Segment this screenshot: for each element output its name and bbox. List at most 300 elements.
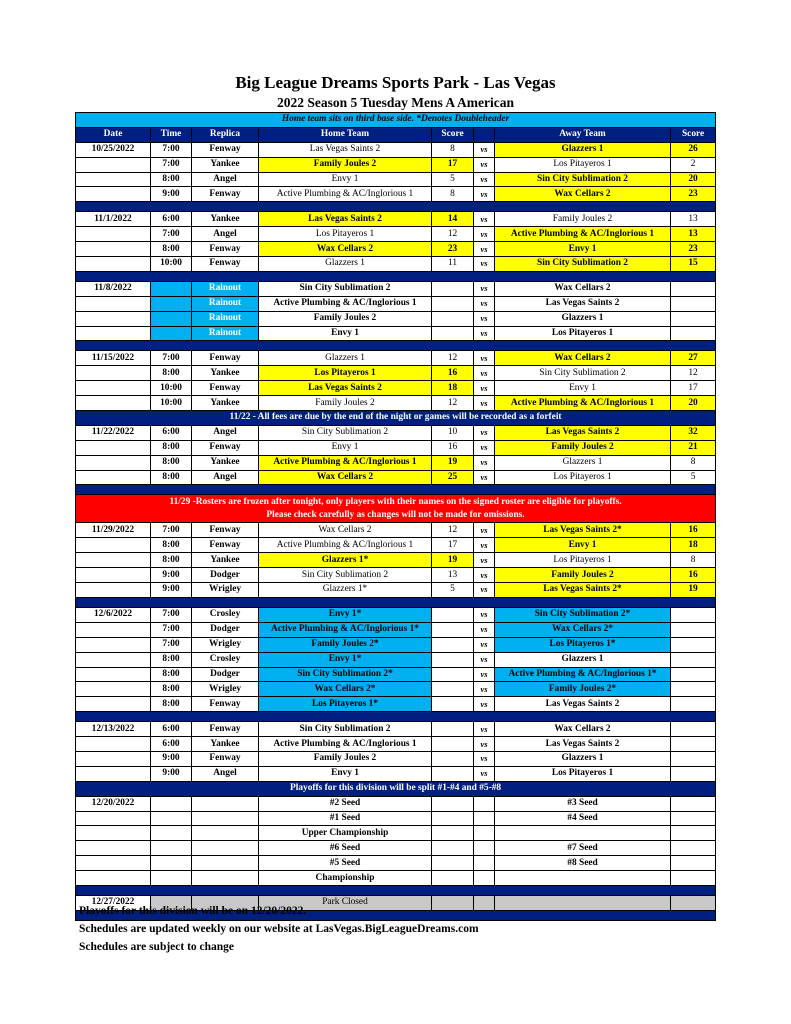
cell-date [76, 381, 151, 396]
cell-home-score [432, 607, 474, 622]
cell-date: 12/20/2022 [76, 796, 151, 811]
cell-away-score [671, 737, 716, 752]
header-time: Time [151, 127, 192, 142]
cell-replica: Dodger [192, 622, 259, 637]
cell-home-team: Sin City Sublimation 2 [259, 281, 432, 296]
cell-vs: vs [474, 242, 495, 257]
cell-home-score: 5 [432, 583, 474, 598]
cell-replica: Fenway [192, 523, 259, 538]
cell-vs: vs [474, 722, 495, 737]
cell-vs: vs [474, 281, 495, 296]
cell-away-team: Active Plumbing & AC/Inglorious 1 [495, 396, 671, 411]
cell-away-team: Sin City Sublimation 2 [495, 257, 671, 272]
cell-home-score [432, 811, 474, 826]
table-row [76, 712, 716, 722]
cell-vs: vs [474, 172, 495, 187]
cell-time: 8:00 [151, 440, 192, 455]
cell-vs: vs [474, 622, 495, 637]
table-row [76, 885, 716, 895]
cell-vs: vs [474, 737, 495, 752]
cell-home-score: 17 [432, 538, 474, 553]
cell-home-team: Sin City Sublimation 2 [259, 568, 432, 583]
cell-away-team: Las Vegas Saints 2 [495, 425, 671, 440]
table-row [76, 766, 716, 781]
cell-home-score: 12 [432, 523, 474, 538]
cell-date: 11/1/2022 [76, 212, 151, 227]
cell-home-score [432, 895, 474, 910]
table-row [76, 751, 716, 766]
cell-away-team: Active Plumbing & AC/Inglorious 1* [495, 667, 671, 682]
cell-vs: vs [474, 637, 495, 652]
table-row [76, 326, 716, 341]
cell-home-team: Los Pitayeros 1 [259, 227, 432, 242]
cell-home-score [432, 652, 474, 667]
cell-vs: vs [474, 751, 495, 766]
cell-home-team: Glazzers 1 [259, 351, 432, 366]
row-separator [76, 271, 716, 281]
table-row [76, 351, 716, 366]
cell-away-team: Los Pitayeros 1 [495, 553, 671, 568]
cell-home-team: Sin City Sublimation 2 [259, 425, 432, 440]
cell-home-team: Envy 1 [259, 172, 432, 187]
table-row [76, 826, 716, 841]
cell-replica: Rainout [192, 296, 259, 311]
cell-replica [192, 811, 259, 826]
table-row [76, 781, 716, 796]
cell-home-team: Glazzers 1* [259, 553, 432, 568]
cell-date [76, 583, 151, 598]
cell-time [151, 281, 192, 296]
cell-away-team: Los Pitayeros 1 [495, 157, 671, 172]
cell-home-score [432, 682, 474, 697]
cell-replica [192, 826, 259, 841]
table-row [76, 553, 716, 568]
table-row [76, 425, 716, 440]
cell-home-team: Las Vegas Saints 2 [259, 142, 432, 157]
cell-replica: Crosley [192, 652, 259, 667]
cell-date [76, 470, 151, 485]
cell-away-score: 13 [671, 227, 716, 242]
cell-time: 10:00 [151, 381, 192, 396]
cell-away-score: 16 [671, 523, 716, 538]
cell-vs [474, 796, 495, 811]
cell-time: 8:00 [151, 667, 192, 682]
page-subtitle: 2022 Season 5 Tuesday Mens A American [276, 95, 515, 110]
cell-away-team: #3 Seed [495, 796, 671, 811]
header-away-score: Score [671, 127, 716, 142]
cell-vs: vs [474, 568, 495, 583]
cell-time [151, 841, 192, 856]
cell-home-score [432, 622, 474, 637]
cell-away-team: Las Vegas Saints 2 [495, 296, 671, 311]
cell-home-team: Family Joules 2 [259, 157, 432, 172]
cell-home-score: 8 [432, 142, 474, 157]
cell-vs [474, 826, 495, 841]
cell-away-score: 26 [671, 142, 716, 157]
cell-home-team: Upper Championship [259, 826, 432, 841]
table-row [76, 296, 716, 311]
cell-replica: Angel [192, 172, 259, 187]
cell-replica: Wrigley [192, 637, 259, 652]
cell-date: 11/29/2022 [76, 523, 151, 538]
cell-home-score: 5 [432, 172, 474, 187]
cell-home-score [432, 871, 474, 886]
cell-time [151, 856, 192, 871]
row-separator [76, 202, 716, 212]
cell-away-score [671, 682, 716, 697]
cell-away-score: 18 [671, 538, 716, 553]
cell-replica: Yankee [192, 396, 259, 411]
cell-away-score: 13 [671, 212, 716, 227]
cell-away-score [671, 281, 716, 296]
cell-replica: Angel [192, 766, 259, 781]
table-row [76, 495, 716, 523]
cell-home-score: 12 [432, 351, 474, 366]
cell-away-team: Los Pitayeros 1* [495, 637, 671, 652]
table-row [76, 652, 716, 667]
table-row [76, 212, 716, 227]
cell-date [76, 553, 151, 568]
cell-home-score [432, 667, 474, 682]
table-row [76, 722, 716, 737]
cell-replica [192, 796, 259, 811]
cell-time: 8:00 [151, 652, 192, 667]
cell-home-score: 14 [432, 212, 474, 227]
cell-date [76, 811, 151, 826]
cell-home-team: Los Pitayeros 1 [259, 366, 432, 381]
table-row [76, 396, 716, 411]
cell-replica: Angel [192, 470, 259, 485]
cell-date [76, 172, 151, 187]
header-away-team: Away Team [495, 127, 671, 142]
cell-home-team: Sin City Sublimation 2 [259, 722, 432, 737]
cell-date [76, 697, 151, 712]
cell-away-score: 16 [671, 568, 716, 583]
cell-time: 7:00 [151, 637, 192, 652]
cell-home-team: Active Plumbing & AC/Inglorious 1 [259, 455, 432, 470]
cell-home-team: Glazzers 1 [259, 257, 432, 272]
cell-replica: Angel [192, 425, 259, 440]
cell-date [76, 841, 151, 856]
cell-time [151, 811, 192, 826]
cell-home-score [432, 737, 474, 752]
cell-home-score [432, 311, 474, 326]
header-replica: Replica [192, 127, 259, 142]
cell-vs: vs [474, 142, 495, 157]
table-row [76, 682, 716, 697]
row-separator [76, 341, 716, 351]
cell-home-team: #1 Seed [259, 811, 432, 826]
table-row [76, 242, 716, 257]
cell-home-team: Active Plumbing & AC/Inglorious 1* [259, 622, 432, 637]
header-home-score: Score [432, 127, 474, 142]
table-row [76, 157, 716, 172]
cell-replica: Dodger [192, 568, 259, 583]
cell-away-team [495, 826, 671, 841]
cell-away-score [671, 811, 716, 826]
cell-replica: Yankee [192, 553, 259, 568]
cell-home-team: Championship [259, 871, 432, 886]
cell-replica: Fenway [192, 242, 259, 257]
cell-date [76, 682, 151, 697]
table-row [76, 871, 716, 886]
cell-away-team: Wax Cellars 2 [495, 351, 671, 366]
cell-replica: Fenway [192, 351, 259, 366]
cell-away-team: Los Pitayeros 1 [495, 326, 671, 341]
cell-time: 9:00 [151, 766, 192, 781]
cell-time: 6:00 [151, 737, 192, 752]
cell-vs: vs [474, 187, 495, 202]
cell-home-team: #5 Seed [259, 856, 432, 871]
cell-home-team: Envy 1 [259, 440, 432, 455]
cell-date [76, 766, 151, 781]
row-separator [76, 485, 716, 495]
cell-away-team: Las Vegas Saints 2 [495, 737, 671, 752]
cell-home-score: 19 [432, 455, 474, 470]
cell-away-team: Glazzers 1 [495, 142, 671, 157]
cell-replica: Wrigley [192, 682, 259, 697]
cell-vs [474, 871, 495, 886]
cell-home-score [432, 856, 474, 871]
cell-date [76, 227, 151, 242]
cell-away-score: 17 [671, 381, 716, 396]
cell-date [76, 652, 151, 667]
cell-home-team: Active Plumbing & AC/Inglorious 1 [259, 187, 432, 202]
cell-time [151, 311, 192, 326]
cell-date [76, 568, 151, 583]
cell-away-score: 27 [671, 351, 716, 366]
cell-away-team: Glazzers 1 [495, 751, 671, 766]
cell-away-score: 8 [671, 455, 716, 470]
cell-home-team: Active Plumbing & AC/Inglorious 1 [259, 296, 432, 311]
cell-vs: vs [474, 296, 495, 311]
table-row [76, 341, 716, 351]
cell-time: 7:00 [151, 227, 192, 242]
cell-home-score [432, 766, 474, 781]
table-row [76, 583, 716, 598]
cell-away-team: Glazzers 1 [495, 311, 671, 326]
table-row [76, 187, 716, 202]
cell-home-team: Wax Cellars 2 [259, 242, 432, 257]
cell-time: 8:00 [151, 553, 192, 568]
cell-vs: vs [474, 351, 495, 366]
table-row [76, 440, 716, 455]
table-row [76, 841, 716, 856]
cell-time: 9:00 [151, 583, 192, 598]
cell-away-score [671, 637, 716, 652]
cell-away-score [671, 841, 716, 856]
cell-vs: vs [474, 523, 495, 538]
cell-away-team [495, 871, 671, 886]
cell-time: 6:00 [151, 722, 192, 737]
cell-home-score: 12 [432, 396, 474, 411]
cell-replica: Rainout [192, 326, 259, 341]
cell-home-team: Family Joules 2 [259, 751, 432, 766]
cell-time: 8:00 [151, 697, 192, 712]
cell-time [151, 326, 192, 341]
table-row [76, 470, 716, 485]
cell-home-team: Park Closed [259, 895, 432, 910]
cell-home-score: 11 [432, 257, 474, 272]
cell-away-team: Las Vegas Saints 2 [495, 697, 671, 712]
cell-vs [474, 856, 495, 871]
table-row [76, 311, 716, 326]
cell-home-score: 10 [432, 425, 474, 440]
cell-away-score [671, 296, 716, 311]
cell-home-score: 25 [432, 470, 474, 485]
cell-home-team: Envy 1 [259, 326, 432, 341]
header-home-team: Home Team [259, 127, 432, 142]
cell-away-team: Wax Cellars 2* [495, 622, 671, 637]
cell-vs: vs [474, 667, 495, 682]
cell-home-team: Family Joules 2* [259, 637, 432, 652]
cell-vs: vs [474, 425, 495, 440]
table-row [76, 568, 716, 583]
cell-time: 7:00 [151, 622, 192, 637]
cell-away-score [671, 871, 716, 886]
cell-away-team: Family Joules 2 [495, 212, 671, 227]
cell-date [76, 242, 151, 257]
table-row [76, 202, 716, 212]
table-row [76, 523, 716, 538]
cell-date [76, 622, 151, 637]
cell-replica: Yankee [192, 212, 259, 227]
cell-date [76, 257, 151, 272]
page-title: Big League Dreams Sports Park - Las Vegas [235, 73, 556, 92]
cell-vs [474, 811, 495, 826]
cell-replica [192, 856, 259, 871]
cell-home-team: Wax Cellars 2 [259, 470, 432, 485]
warning-line-2: Please check carefully as changes will not be made for omissions. [266, 509, 525, 520]
cell-replica: Fenway [192, 751, 259, 766]
cell-away-score: 5 [671, 470, 716, 485]
table-row [76, 607, 716, 622]
cell-replica: Fenway [192, 381, 259, 396]
cell-time: 9:00 [151, 568, 192, 583]
cell-away-score: 12 [671, 366, 716, 381]
row-separator [76, 885, 716, 895]
cell-time: 8:00 [151, 366, 192, 381]
table-row [76, 485, 716, 495]
cell-away-score [671, 722, 716, 737]
cell-replica: Fenway [192, 722, 259, 737]
cell-time: 7:00 [151, 523, 192, 538]
cell-date [76, 737, 151, 752]
cell-away-score: 19 [671, 583, 716, 598]
cell-away-score: 23 [671, 187, 716, 202]
table-row [76, 796, 716, 811]
cell-date [76, 296, 151, 311]
cell-replica: Yankee [192, 366, 259, 381]
cell-home-score [432, 796, 474, 811]
table-row [76, 667, 716, 682]
cell-date: 10/25/2022 [76, 142, 151, 157]
cell-vs: vs [474, 470, 495, 485]
cell-home-score [432, 841, 474, 856]
cell-replica: Fenway [192, 187, 259, 202]
cell-vs: vs [474, 212, 495, 227]
table-row [76, 597, 716, 607]
cell-away-team: Los Pitayeros 1 [495, 766, 671, 781]
cell-home-score [432, 637, 474, 652]
cell-home-score: 23 [432, 242, 474, 257]
cell-home-score: 8 [432, 187, 474, 202]
cell-away-score [671, 697, 716, 712]
cell-replica [192, 871, 259, 886]
cell-home-team: Glazzers 1* [259, 583, 432, 598]
cell-vs: vs [474, 366, 495, 381]
cell-vs: vs [474, 553, 495, 568]
cell-replica: Yankee [192, 157, 259, 172]
cell-away-score: 23 [671, 242, 716, 257]
cell-date [76, 826, 151, 841]
cell-away-team: Las Vegas Saints 2* [495, 523, 671, 538]
cell-replica: Wrigley [192, 583, 259, 598]
cell-home-team: Active Plumbing & AC/Inglorious 1 [259, 737, 432, 752]
cell-home-team: Sin City Sublimation 2* [259, 667, 432, 682]
cell-away-team: #8 Seed [495, 856, 671, 871]
cell-away-team: Sin City Sublimation 2 [495, 366, 671, 381]
header-date: Date [76, 127, 151, 142]
cell-replica: Angel [192, 227, 259, 242]
cell-vs: vs [474, 682, 495, 697]
cell-time: 7:00 [151, 142, 192, 157]
cell-home-team: Wax Cellars 2 [259, 523, 432, 538]
cell-home-team: Envy 1 [259, 766, 432, 781]
cell-replica: Rainout [192, 281, 259, 296]
cell-replica: Fenway [192, 142, 259, 157]
table-row [76, 142, 716, 157]
cell-home-team: Envy 1* [259, 607, 432, 622]
cell-home-team: Las Vegas Saints 2 [259, 381, 432, 396]
table-row [76, 381, 716, 396]
cell-replica: Fenway [192, 538, 259, 553]
roster-warning-banner [76, 495, 716, 523]
cell-home-score: 13 [432, 568, 474, 583]
cell-date [76, 366, 151, 381]
cell-away-team: Envy 1 [495, 538, 671, 553]
cell-home-score [432, 697, 474, 712]
cell-date [76, 871, 151, 886]
cell-vs: vs [474, 607, 495, 622]
cell-date [76, 637, 151, 652]
cell-time: 6:00 [151, 425, 192, 440]
cell-away-score [671, 311, 716, 326]
cell-away-score: 20 [671, 396, 716, 411]
cell-time: 6:00 [151, 212, 192, 227]
cell-time: 8:00 [151, 538, 192, 553]
cell-time: 7:00 [151, 607, 192, 622]
table-row [76, 455, 716, 470]
cell-away-team: Family Joules 2 [495, 440, 671, 455]
cell-time: 8:00 [151, 172, 192, 187]
cell-vs [474, 895, 495, 910]
row-separator [76, 712, 716, 722]
cell-away-team: Family Joules 2 [495, 568, 671, 583]
cell-date: 11/15/2022 [76, 351, 151, 366]
cell-date [76, 326, 151, 341]
cell-time: 9:00 [151, 751, 192, 766]
cell-time: 8:00 [151, 242, 192, 257]
table-row [76, 737, 716, 752]
cell-time [151, 826, 192, 841]
notice-banner: 11/22 - All fees are due by the end of the night or games will be recorded as a forfeit [76, 411, 716, 426]
cell-vs: vs [474, 538, 495, 553]
cell-away-team: #7 Seed [495, 841, 671, 856]
cell-home-score: 12 [432, 227, 474, 242]
cell-home-team: #2 Seed [259, 796, 432, 811]
cell-home-score [432, 296, 474, 311]
